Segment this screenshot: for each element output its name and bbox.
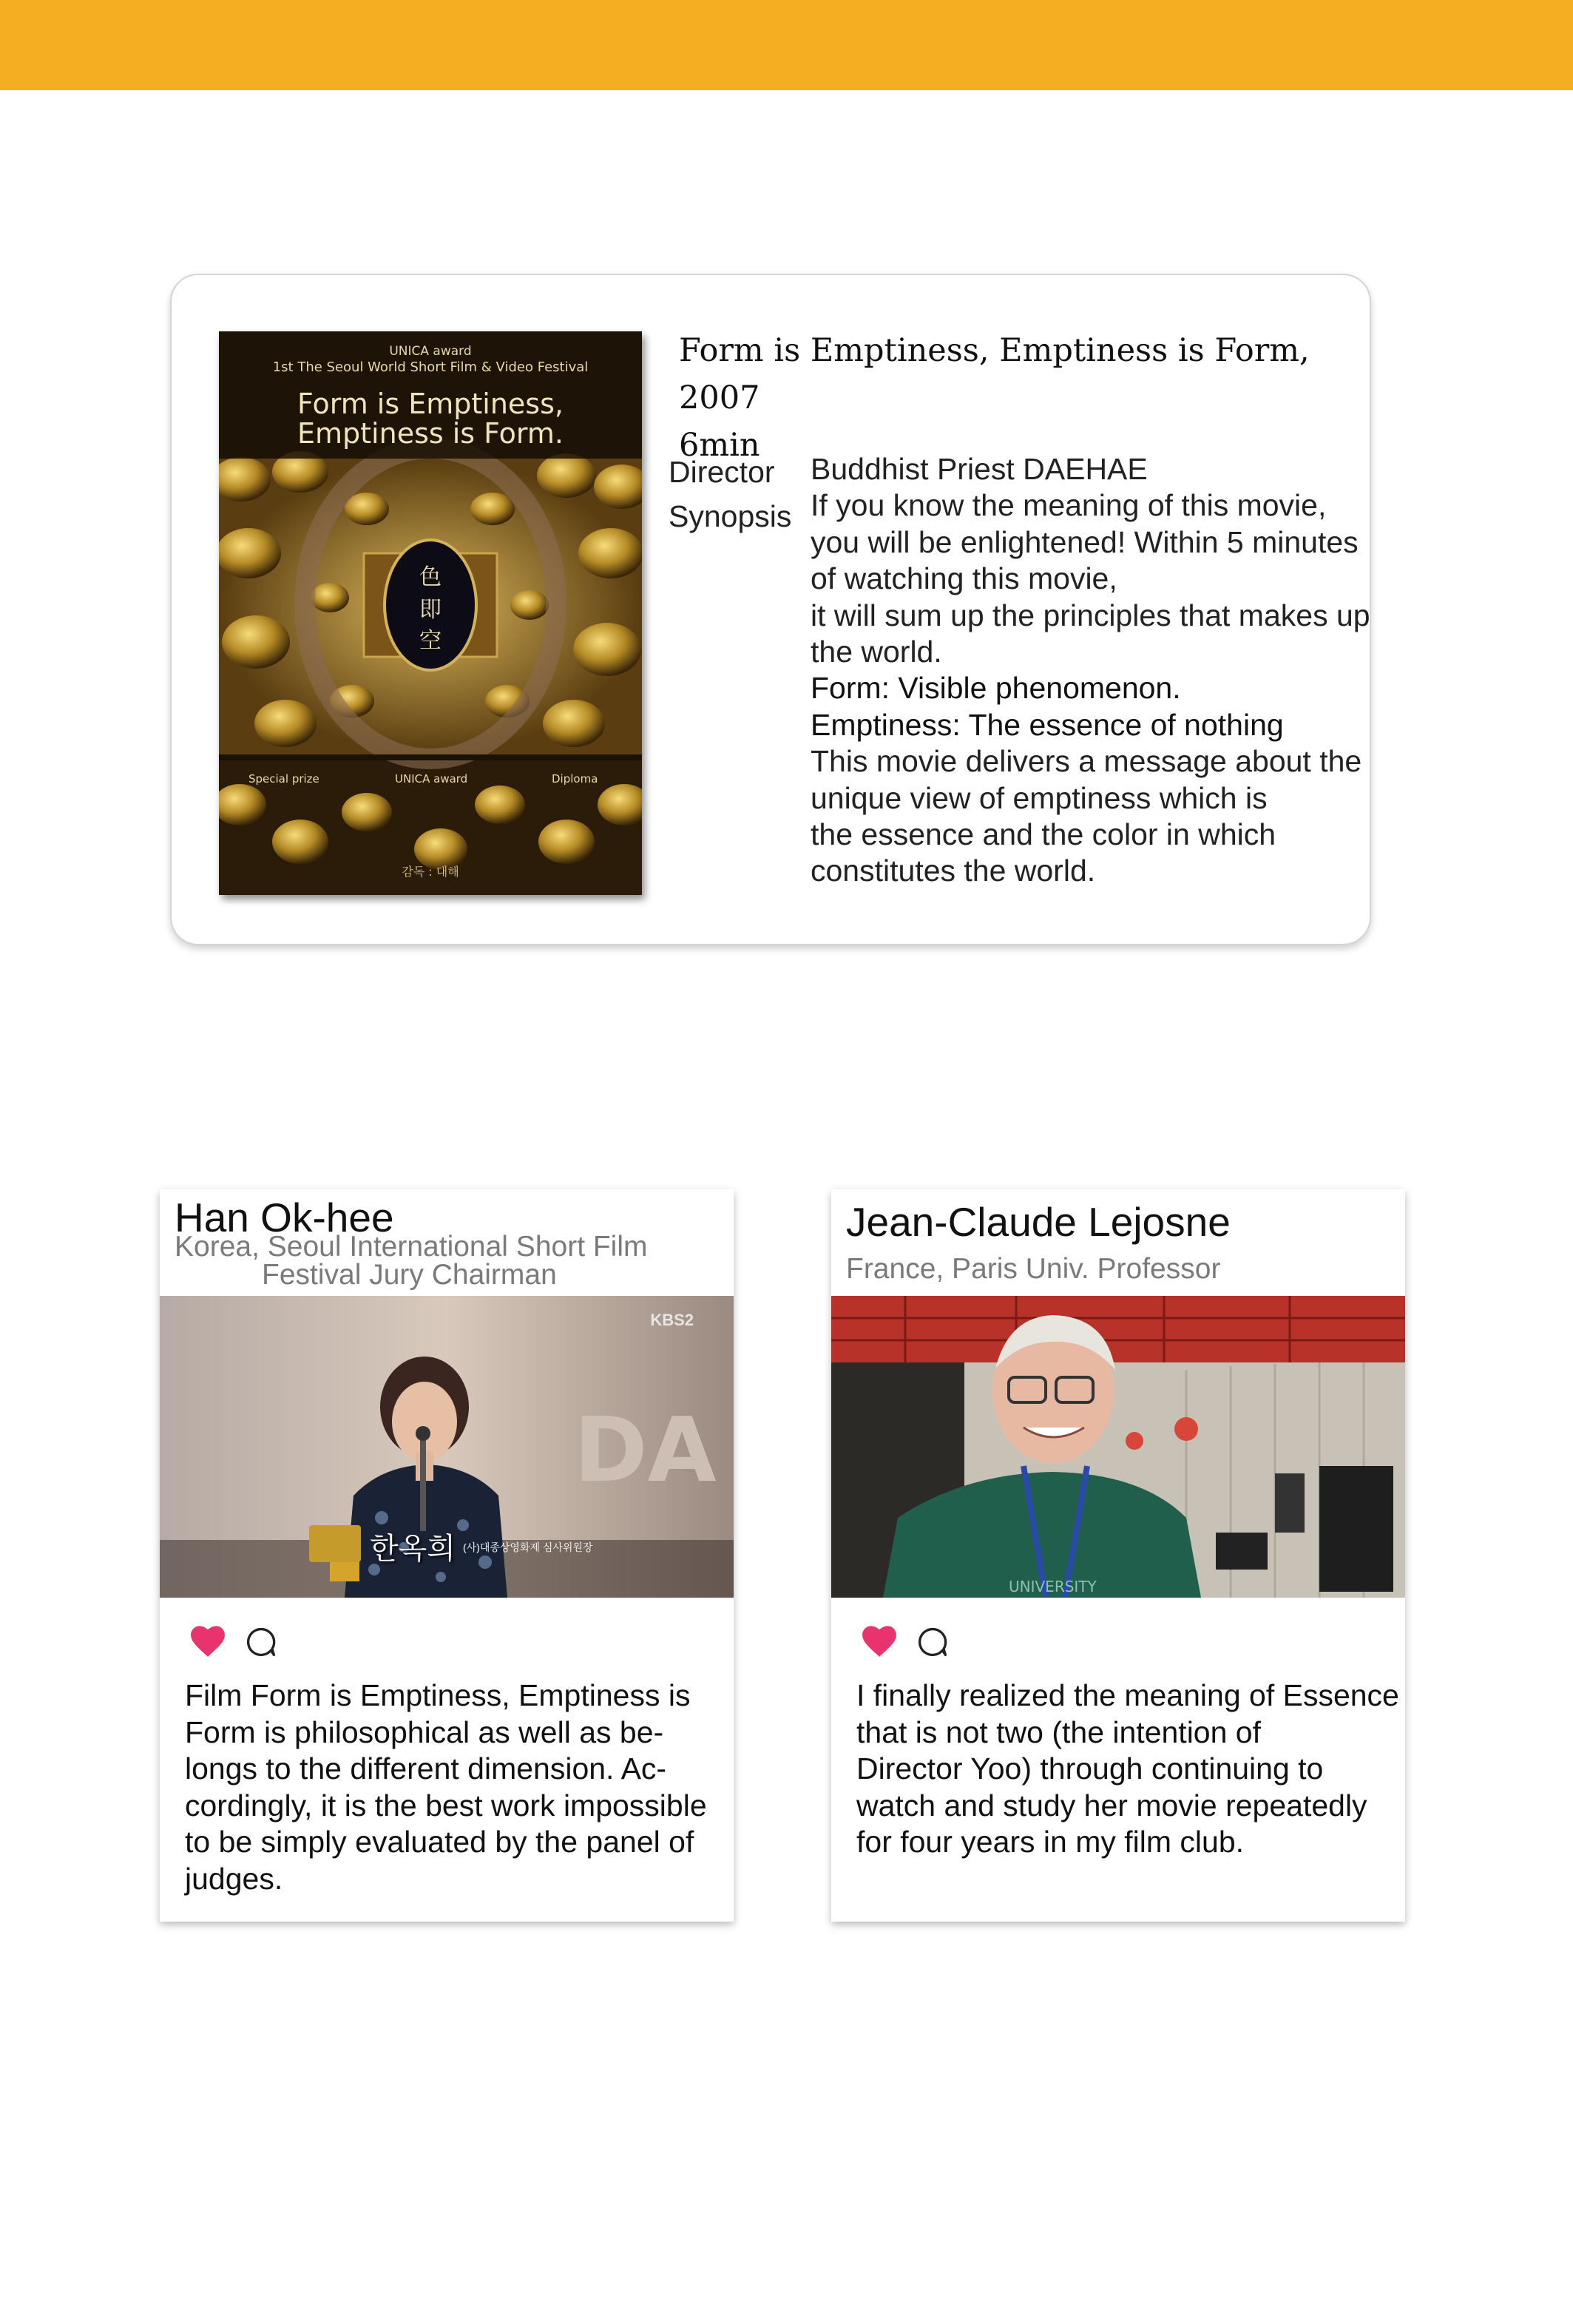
svg-text:空: 空 bbox=[419, 628, 442, 654]
testimonial-photo bbox=[831, 1296, 1405, 1598]
quote-line: watch and study her movie repeatedly bbox=[856, 1788, 1367, 1823]
testimonial-quote bbox=[856, 1678, 1399, 1861]
testimonial-role: France, Paris Univ. Professor bbox=[846, 1253, 1221, 1285]
quote-line: Film Form is Emptiness, Emptiness is bbox=[185, 1678, 691, 1712]
poster-laurel-special bbox=[248, 772, 319, 786]
synopsis-label: Synopsis bbox=[669, 499, 792, 533]
film-title bbox=[679, 327, 1344, 469]
testimonial-quote bbox=[185, 1678, 707, 1897]
film-duration: 6min bbox=[679, 427, 760, 464]
poster-title-line: Form is Emptiness, bbox=[297, 388, 564, 420]
poster-award-text: UNICA award bbox=[389, 344, 472, 359]
svg-text:色: 色 bbox=[419, 564, 442, 590]
comment-bubble-icon[interactable] bbox=[916, 1626, 950, 1658]
synopsis-line: constitutes the world. bbox=[811, 854, 1096, 888]
quote-line: that is not two (the intention of bbox=[856, 1715, 1261, 1749]
poster-laurel-unica bbox=[395, 772, 467, 786]
synopsis-line: it will sum up the principles that makes up bbox=[811, 598, 1370, 632]
film-info-card bbox=[170, 274, 1371, 945]
quote-line: for four years in my film club. bbox=[856, 1825, 1245, 1859]
quote-line: judges. bbox=[185, 1861, 283, 1896]
quote-line: I finally realized the meaning of Essence bbox=[856, 1678, 1399, 1712]
laurel-label: Special prize bbox=[248, 772, 319, 786]
heart-icon[interactable] bbox=[188, 1623, 228, 1658]
testimonial-role: Festival Jury Chairman bbox=[262, 1259, 557, 1291]
quote-line: to be simply evaluated by the panel of bbox=[185, 1825, 694, 1859]
laurel-label: UNICA award bbox=[395, 772, 468, 786]
caption-emblem bbox=[309, 1525, 361, 1562]
photo-caption-name: 한옥희 bbox=[370, 1532, 456, 1566]
synopsis-line: Emptiness: The essence of nothing bbox=[811, 707, 1284, 742]
poster-title-line: Emptiness is Form. bbox=[297, 417, 564, 450]
photo-caption-sub: (사)대종상영화제 심사위원장 bbox=[463, 1541, 593, 1553]
testimonial-card-jean-claude-lejosne bbox=[831, 1189, 1405, 1922]
laurel-label: Diploma bbox=[552, 772, 598, 786]
director-value: Buddhist Priest DAEHAE bbox=[811, 452, 1148, 486]
film-title-line: Form is Emptiness, Emptiness is Form, 2007 bbox=[679, 332, 1310, 416]
film-details bbox=[811, 451, 1370, 890]
poster-title bbox=[219, 389, 642, 448]
comment-bubble-icon[interactable] bbox=[244, 1626, 278, 1658]
quote-line: cordingly, it is the best work impossible bbox=[185, 1788, 707, 1823]
testimonial-card-han-ok-hee bbox=[160, 1189, 734, 1922]
film-poster bbox=[219, 331, 642, 895]
synopsis-line: If you know the meaning of this movie, bbox=[811, 488, 1327, 523]
synopsis-line: This movie delivers a message about the bbox=[811, 744, 1362, 779]
synopsis-line: unique view of emptiness which is bbox=[811, 780, 1268, 815]
shirt-text: UNIVERSITY bbox=[1009, 1578, 1097, 1595]
quote-line: Director Yoo) through continuing to bbox=[856, 1752, 1324, 1786]
broadcast-channel-logo: KBS2 bbox=[650, 1311, 694, 1329]
synopsis-line: of watching this movie, bbox=[811, 561, 1117, 596]
testimonial-photo bbox=[160, 1296, 734, 1598]
synopsis-line: Form: Visible phenomenon. bbox=[811, 671, 1181, 706]
poster-credit: 감독 : 대해 bbox=[402, 865, 459, 879]
svg-text:即: 即 bbox=[419, 597, 442, 623]
director-label: Director bbox=[669, 455, 775, 489]
synopsis-line: the world. bbox=[811, 635, 942, 669]
top-banner bbox=[0, 0, 1573, 90]
poster-festival-text: 1st The Seoul World Short Film & Video Festival bbox=[272, 359, 589, 375]
synopsis-line: the essence and the color in which bbox=[811, 817, 1276, 852]
testimonial-name: Jean-Claude Lejosne bbox=[846, 1199, 1231, 1245]
testimonial-name: Han Ok-hee bbox=[175, 1195, 394, 1240]
synopsis-line: you will be enlightened! Within 5 minutes bbox=[811, 524, 1359, 559]
heart-icon[interactable] bbox=[859, 1623, 899, 1658]
poster-laurel-diploma bbox=[552, 772, 598, 786]
quote-line: longs to the different dimension. Ac- bbox=[185, 1752, 667, 1786]
quote-line: Form is philosophical as well as be- bbox=[185, 1715, 664, 1749]
svg-text:DA: DA bbox=[574, 1399, 717, 1502]
testimonial-role: Korea, Seoul International Short Film bbox=[175, 1231, 648, 1263]
